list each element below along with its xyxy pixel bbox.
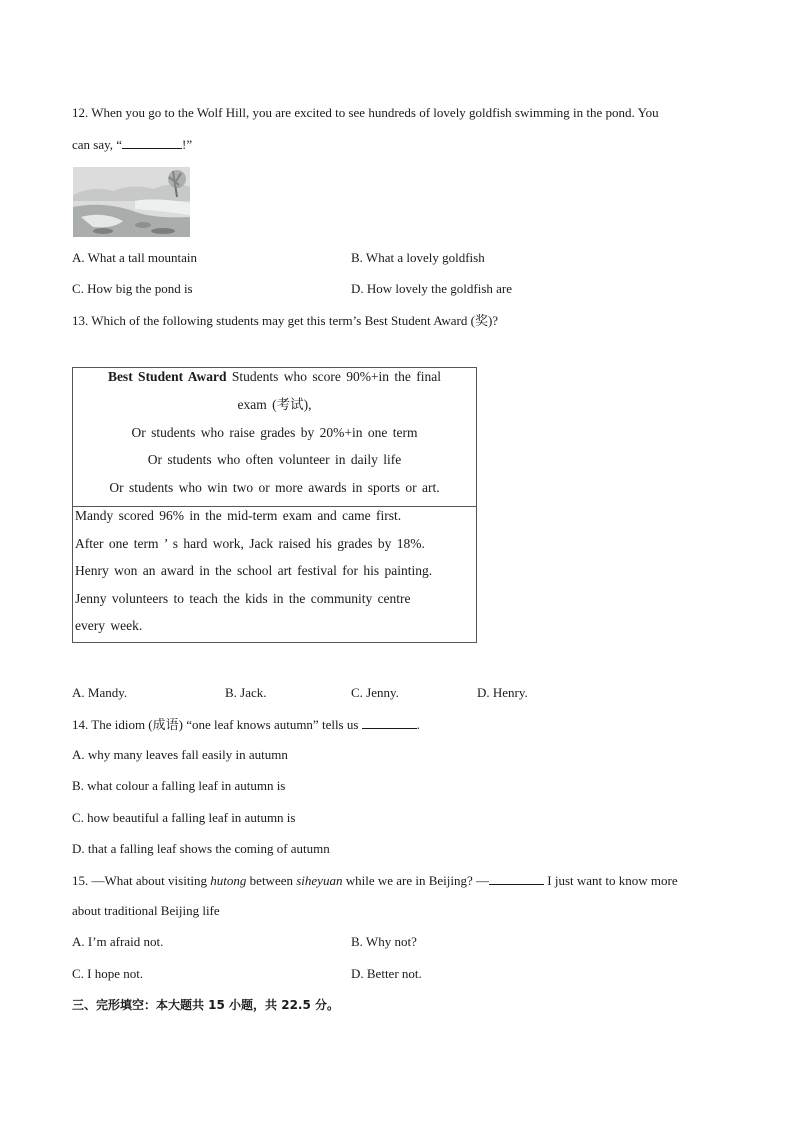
q15-siheyuan: siheyuan [296,873,343,888]
pond-landscape-drawing [73,167,190,237]
q14-stem [72,716,420,733]
q14-option-d: D. that a falling leaf shows the coming of autumn [72,841,330,856]
q12-option-b: B. What a lovely goldfish [351,250,485,265]
q15-stem-end: I just want to know more [544,873,678,888]
q14-answer-blank [362,716,417,729]
award-criteria-text1: Students who score 90%+in the final [226,369,442,384]
award-criteria-line3: Or students who raise grades by 20%+in one term [131,425,418,440]
award-criteria-section [73,368,476,507]
q13-option-d: D. Henry. [477,685,528,700]
section-3-heading: 三、完形填空：本大题共 15 小题，共 22.5 分。 [72,998,340,1012]
q13-option-c: C. Jenny. [351,685,399,700]
q14-stem-end: . [416,717,420,732]
candidate-jack: After one term ’ s hard work, Jack raised his grades by 18%. [75,536,425,551]
q13-option-a: A. Mandy. [72,685,128,700]
award-title: Best Student Award [107,369,227,384]
q15-stem-between: between [246,873,297,888]
q12-stem-line2 [72,136,192,153]
q13-stem: 13. Which of the following students may get this term’s Best Student Award (奖)? [72,313,499,328]
q13-option-b: B. Jack. [225,685,267,700]
q14-option-a: A. why many leaves fall easily in autumn [72,747,288,762]
award-criteria-line1 [73,368,476,386]
candidate-jenny-line2: every week. [75,618,143,633]
q15-option-a: A. I’m afraid not. [72,934,164,949]
q12-stem-end: !” [182,137,193,152]
q15-option-c: C. I hope not. [72,966,144,981]
q12-option-d: D. How lovely the goldfish are [351,281,513,296]
q15-option-d: D. Better not. [351,966,422,981]
candidate-mandy: Mandy scored 96% in the mid-term exam and came first. [75,508,402,523]
q12-stem-start: can say, “ [72,137,123,152]
q15-stem-line2: about traditional Beijing life [72,903,220,918]
candidate-henry: Henry won an award in the school art festival for his painting. [75,563,433,578]
candidate-jenny-line1: Jenny volunteers to teach the kids in the community centre [75,591,411,606]
q15-hutong: hutong [210,873,247,888]
award-info-box [72,367,477,643]
q12-answer-blank [122,136,182,149]
q15-stem-line1 [72,872,678,889]
q12-stem-line1: 12. When you go to the Wolf Hill, you are excited to see hundreds of lovely goldfish swimming in the pond. You [72,105,659,120]
award-criteria-line2: exam (考试), [237,397,312,412]
q15-answer-blank [489,872,544,885]
q14-stem-start: 14. The idiom (成语) “one leaf knows autumn” tells us [72,717,362,732]
q12-option-c: C. How big the pond is [72,281,193,296]
award-criteria-line4: Or students who often volunteer in daily life [147,452,402,467]
pond-landscape-image [73,167,190,237]
q15-stem-start: 15. —What about visiting [72,873,211,888]
q14-option-b: B. what colour a falling leaf in autumn is [72,778,286,793]
q15-option-b: B. Why not? [351,934,417,949]
q14-option-c: C. how beautiful a falling leaf in autumn is [72,810,296,825]
q15-stem-mid: while we are in Beijing? — [342,873,490,888]
q12-option-a: A. What a tall mountain [72,250,198,265]
award-criteria-line5: Or students who win two or more awards in sports or art. [109,480,440,495]
